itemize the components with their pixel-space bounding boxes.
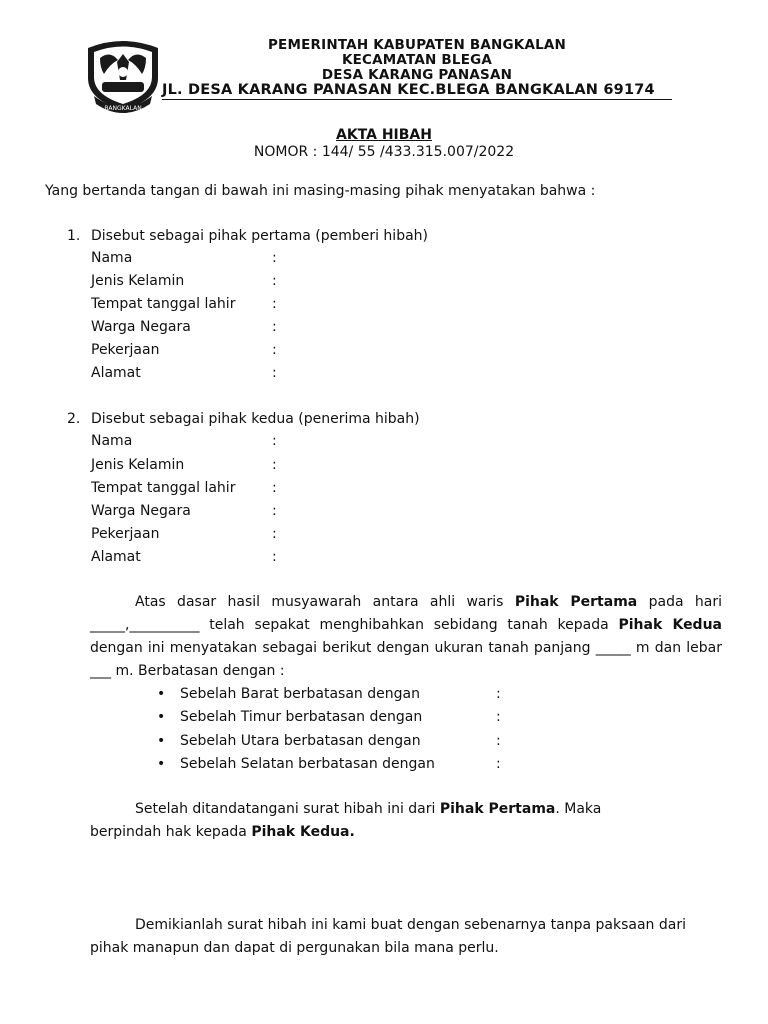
field-colon: : bbox=[272, 480, 277, 496]
field-label: Alamat bbox=[91, 549, 141, 565]
bullet-icon: • bbox=[157, 756, 166, 772]
field-row bbox=[91, 319, 191, 335]
intro-statement: Yang bertanda tangan di bawah ini masing-masing pihak menyatakan bahwa : bbox=[45, 183, 596, 199]
document-page: BANGKALAN PEMERINTAH KABUPATEN BANGKALAN KECAMATAN BLEGA DESA KARANG PANASAN JL. DESA KARANG PANASAN KEC.BLEGA BANGKALAN 69174 AKTA HIBAH NOMOR : 144/ 55 /433.315.007/2022 Yang bertanda tangan di bawah ini masing-masing pihak menyatakan bahwa : 1. Disebut sebagai pihak pertama (pemberi hibah) Nama Jenis Kelamin Tempat tanggal lahir Warga Negara Pekerjaan Alamat : : : : : : 2. Disebut sebagai pihak kedua (penerima hibah) Nama Jenis Kelamin Tempat tanggal lahir Warga Negara Pekerjaan Alamat : : : : : : Atas dasar hasil musyawarah antara ahli waris Pihak Pertama pada hari _____,__________ telah sepakat menghibahkan sebidang tanah kepada Pihak Kedua dengan ini menyatakan sebagai berikut dengan ukuran tanah panjang _____ m dan lebar ___ m. Berbatasan dengan : • Sebelah Barat berbatasan dengan : • Sebelah Timur berbatasan dengan : • Sebelah Utara berbatasan dengan : • Sebelah Selatan berbatasan dengan : Setelah ditandatangani surat hibah ini dari Pihak Pertama. Maka berpindah hak kepada Pihak Kedua. Demikianlah surat hibah ini kami buat dengan sebenarnya tanpa paksaan dari pihak manapun dan dapat di pergunakan bila mana perlu. bbox=[0, 0, 768, 1024]
field-colon: : bbox=[272, 526, 277, 542]
field-label: Jenis Kelamin bbox=[91, 273, 185, 289]
field-label: Alamat bbox=[91, 365, 141, 381]
field-label: Pekerjaan bbox=[91, 526, 160, 542]
party-two-bold: Pihak Kedua bbox=[618, 617, 722, 633]
field-label: Tempat tanggal lahir bbox=[91, 480, 236, 496]
closing-paragraph: Demikianlah surat hibah ini kami buat dengan sebenarnya tanpa paksaan dari pihak manapun dan dapat di pergunakan bila mana perlu. bbox=[90, 917, 686, 956]
field-label: Nama bbox=[91, 433, 133, 449]
field-row bbox=[91, 342, 159, 358]
field-colon: : bbox=[272, 433, 277, 449]
field-row bbox=[91, 273, 184, 289]
transfer-paragraph: Setelah ditandatangani surat hibah ini dari Pihak Pertama. Maka berpindah hak kepada Pihak Kedua. bbox=[90, 801, 602, 840]
field-label: Jenis Kelamin bbox=[91, 457, 185, 473]
header-line-government: PEMERINTAH KABUPATEN BANGKALAN bbox=[267, 37, 567, 53]
bullet-icon: • bbox=[157, 709, 166, 725]
section-heading: Disebut sebagai pihak pertama (pemberi hibah) bbox=[91, 228, 428, 244]
document-title: AKTA HIBAH bbox=[335, 127, 432, 143]
header-line-district: KECAMATAN BLEGA bbox=[341, 52, 493, 68]
field-row bbox=[91, 503, 191, 519]
length-blank: _____ bbox=[595, 640, 631, 656]
section-heading: Disebut sebagai pihak kedua (penerima hibah) bbox=[91, 411, 420, 427]
field-label: Warga Negara bbox=[91, 503, 191, 519]
field-colon: : bbox=[272, 250, 277, 266]
field-row bbox=[91, 457, 184, 473]
header-address: JL. DESA KARANG PANASAN KEC.BLEGA BANGKALAN 69174 bbox=[162, 83, 672, 100]
letterhead bbox=[162, 38, 672, 100]
party-one-bold: Pihak Pertama bbox=[514, 594, 638, 610]
field-colon: : bbox=[272, 457, 277, 473]
field-row bbox=[91, 250, 132, 266]
field-colon: : bbox=[272, 549, 277, 565]
field-label: Tempat tanggal lahir bbox=[91, 296, 236, 312]
field-colon: : bbox=[272, 273, 277, 289]
party-one-bold: Pihak Pertama bbox=[439, 801, 556, 817]
agreement-paragraph: Atas dasar hasil musyawarah antara ahli waris Pihak Pertama pada hari _____,__________ telah sepakat menghibahkan sebidang tanah kepada Pihak Kedua dengan ini menyatakan sebagai berikut dengan ukuran tanah panjang _____ m dan lebar ___ m. Berbatasan dengan : bbox=[90, 594, 722, 679]
field-label: Pekerjaan bbox=[91, 342, 160, 358]
field-row bbox=[91, 296, 235, 312]
regency-emblem-logo bbox=[80, 30, 166, 116]
field-row bbox=[91, 433, 132, 449]
bullet-icon: • bbox=[157, 733, 166, 749]
field-row bbox=[91, 526, 159, 542]
date-blank: _____,__________ bbox=[90, 617, 200, 633]
field-colon: : bbox=[272, 319, 277, 335]
field-label: Nama bbox=[91, 250, 133, 266]
field-colon: : bbox=[272, 503, 277, 519]
field-row bbox=[91, 365, 141, 381]
header-line-village: DESA KARANG PANASAN bbox=[321, 67, 513, 83]
section-number: 2. bbox=[67, 411, 81, 427]
field-row bbox=[91, 480, 235, 496]
field-label: Warga Negara bbox=[91, 319, 191, 335]
width-blank: ___ bbox=[90, 663, 111, 679]
bullet-icon: • bbox=[157, 686, 166, 702]
party-two-bold: Pihak Kedua. bbox=[251, 824, 355, 840]
field-colon: : bbox=[272, 296, 277, 312]
document-number: NOMOR : 144/ 55 /433.315.007/2022 bbox=[253, 144, 515, 160]
field-row bbox=[91, 549, 141, 565]
field-colon: : bbox=[272, 342, 277, 358]
section-number: 1. bbox=[67, 228, 81, 244]
field-colon: : bbox=[272, 365, 277, 381]
logo-lettering: BANGKALAN bbox=[104, 105, 142, 112]
